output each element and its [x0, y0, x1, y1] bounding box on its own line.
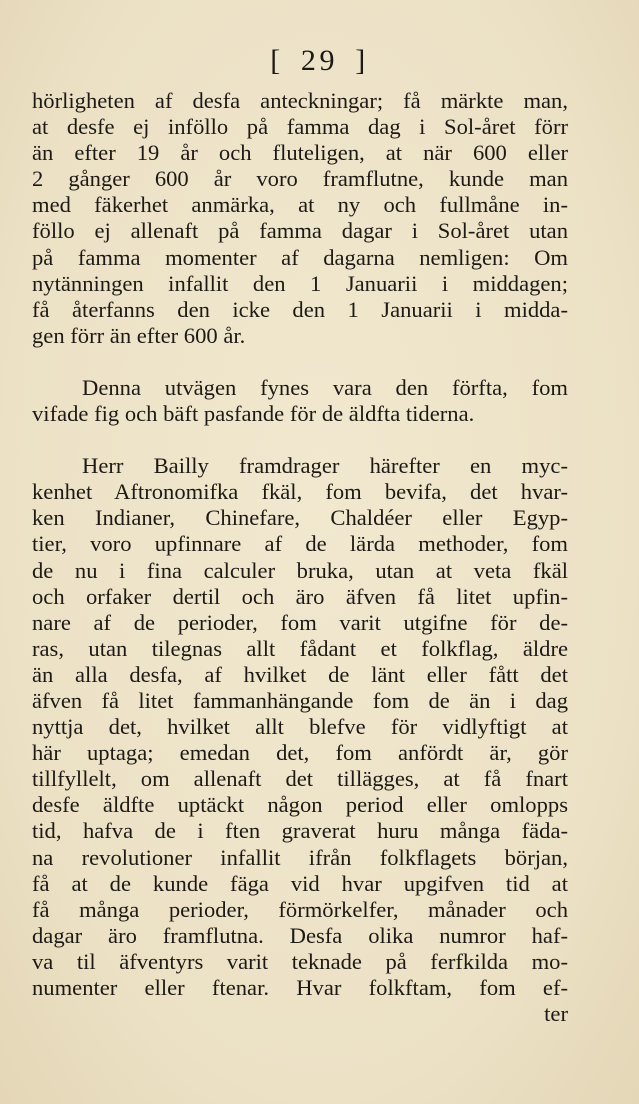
text-line: at desfe ej inföllo på famma dag i Sol-året förr [32, 114, 568, 140]
catchword: ter [544, 1001, 568, 1027]
body-text [32, 88, 568, 1027]
text-line: än alla desfa, af hvilket de länt eller fått det [32, 661, 568, 687]
text-line: här uptaga; emedan det, fom anfördt är, gör [32, 740, 568, 766]
text-line: 2 gånger 600 år voro framflutne, kunde man [32, 166, 568, 192]
text-line: hörligheten af desfa anteckningar; få märkte man, [32, 88, 568, 113]
text-line: och orfaker dertil och äro äfven få litet upfin- [32, 583, 568, 609]
text-line: dagar äro framflutna. Desfa olika numror haf- [32, 922, 568, 948]
text-line: va til äfventyrs varit teknade på ferfkilda mo- [32, 948, 568, 974]
page-number: [ 29 ] [270, 44, 369, 77]
text-line: få återfanns den icke den 1 Januarii i midda- [32, 296, 568, 322]
text-line: desfe äldfte uptäckt någon period eller omlopps [32, 792, 568, 818]
text-line: tier, voro upfinnare af de lärda methoder, fom [32, 531, 568, 557]
text-line: tillfyllelt, om allenaft det tillägges, at få fnart [32, 766, 568, 792]
text-line: numenter eller ftenar. Hvar folkftam, fom ef- [32, 975, 568, 1000]
text-line: Denna utvägen fynes vara den förfta, fom [82, 374, 568, 400]
text-line: de nu i fina calculer bruka, utan at veta fkäl [32, 557, 568, 583]
text-line: föllo ej allenaft på famma dagar i Sol-året utan [32, 218, 568, 244]
text-line: få många perioder, förmörkelfer, månader och [32, 896, 568, 922]
text-line: kenhet Aftronomifka fkäl, fom bevifa, det hvar- [32, 479, 568, 505]
paragraph-gap [32, 349, 568, 375]
paragraph-gap [32, 427, 568, 453]
text-line: Herr Bailly framdrager härefter en myc- [82, 453, 568, 479]
text-line: na revolutioner infallit ifrån folkflagets början, [32, 844, 568, 870]
text-line: nare af de perioder, fom varit utgifne för de- [32, 609, 568, 635]
text-line: få at de kunde fäga vid hvar upgifven tid at [32, 870, 568, 896]
text-line: gen förr än efter 600 år. [32, 322, 246, 348]
text-line: tid, hafva de i ften graverat huru många fäda- [32, 818, 568, 844]
text-line: än efter 19 år och fluteligen, at när 600 eller [32, 140, 568, 166]
text-line: med fäkerhet anmärka, at ny och fullmåne in- [32, 192, 568, 218]
text-line: vifade fig och bäft pasfande för de äldfta tiderna. [32, 401, 475, 427]
text-line: nytänningen infallit den 1 Januarii i middagen; [32, 270, 568, 296]
text-line: ras, utan tilegnas allt fådant et folkflag, äldre [32, 635, 568, 661]
text-line: ken Indianer, Chinefare, Chaldéer eller Egyp- [32, 505, 568, 531]
text-line: på famma momenter af dagarna nemligen: Om [32, 244, 568, 270]
text-line: nyttja det, hvilket allt blefve för vidlyftigt at [32, 714, 568, 740]
text-line: äfven få litet fammanhängande fom de än i dag [32, 687, 568, 713]
